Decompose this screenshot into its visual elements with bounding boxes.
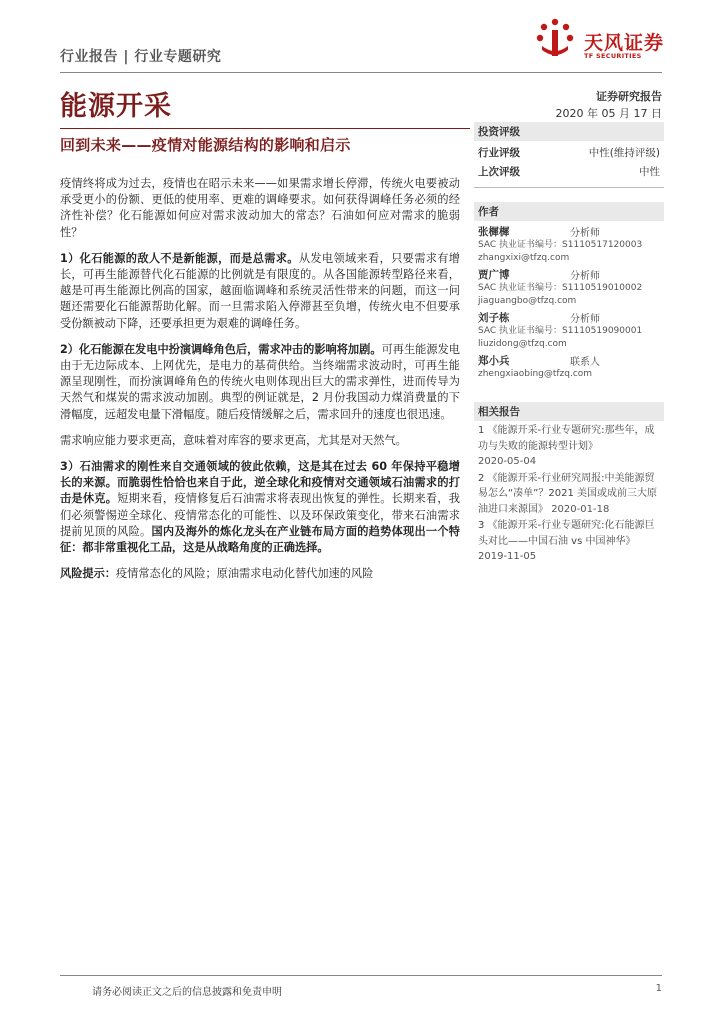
author-email[interactable]: zhengxiaobing@tfzq.com [478,369,593,379]
authors-header: 作者 [474,202,664,221]
authors-section [474,202,664,382]
author-role: 分析师 [570,271,600,282]
author-name: 刘子栋 [478,312,510,324]
risk-label: 风险提示： [60,567,116,581]
related-header: 相关报告 [474,402,664,421]
related-report-title: 1 《能源开采-行业专题研究:那些年，成功与失败的能源转型计划》 [478,425,655,452]
related-report-date: 2020-01-18 [551,503,610,515]
risk-text: 疫情常态化的风险；原油需求电动化替代加速的风险 [115,567,374,581]
rating-value: 中性(维持评级) [588,147,660,159]
risk-paragraph [60,566,460,582]
report-category: 行业报告 | 行业专题研究 [60,49,222,65]
logo-name-en: TF SECURITIES [584,52,642,60]
author-name: 郑小兵 [478,355,510,367]
page-number: 1 [655,983,662,994]
rating-section [474,122,664,188]
rating-row [474,143,664,162]
sidebar [474,122,664,565]
point-1-heading: 1）化石能源的敌人不是新能源，而是总需求。 [60,251,299,265]
author-name: 贾广博 [478,269,510,281]
related-report-link[interactable] [474,423,664,470]
author-role: 分析师 [570,228,600,239]
author-email[interactable]: liuzidong@tfzq.com [478,339,567,349]
author-name: 张樨樨 [478,226,510,238]
storage-paragraph: 需求响应能力要求更高，意味着对库容的要求更高，尤其是对天然气。 [60,433,407,447]
author-email[interactable]: jiaguangbo@tfzq.com [478,296,577,306]
report-subtitle: 回到未来——疫情对能源结构的影响和启示 [60,136,351,154]
point-2-heading: 2）化石能源在发电中扮演调峰角色后，需求冲击的影响将加剧。 [60,342,382,356]
rating-value: 中性 [639,166,660,178]
author-cert: SAC 执业证书编号：S1110519010002 [478,283,643,293]
related-report-link[interactable] [474,471,664,518]
footer-divider [60,975,662,976]
point-3-paragraph [60,459,460,556]
author-cert: SAC 执业证书编号：S1110517120003 [478,240,643,250]
author-entry [474,352,664,382]
report-date: 2020 年 05 月 17 日 [555,107,662,120]
rating-key: 行业评级 [478,147,520,159]
related-report-date: 2020-05-04 [478,456,537,467]
point-1-paragraph [60,251,460,332]
point-3-text: 短期来看，疫情修复后石油需求将表现出恢复的弹性。长期来看，我们必须警惕逆全球化、疫情常态化的可能性、以及环保政策变化，带来石油需求提前见顶的风险。 [60,492,460,538]
point-2-text: 可再生能源发电由于无边际成本、上网优先，是电力的基荷供给。当终端需求波动时，可再生能源呈现刚性，而扮演调峰角色的传统火电则体现出巨大的需求弹性，进而传导为天然气和煤炭的需求波动加剧。典型的例证就是，2 月份我国动力煤消费量的下滑幅度，远超发电量下滑幅度。随后疫情缓解之后，需求回升的速度也很迅速。 [60,342,460,421]
tf-logo-icon [532,16,578,62]
industry-title: 能源开采 [60,91,172,122]
author-role: 分析师 [570,314,600,325]
company-logo [532,16,672,64]
author-cert: SAC 执业证书编号：S1110519090001 [478,326,643,336]
rating-header: 投资评级 [474,122,664,141]
header-divider [60,72,662,73]
rating-key: 上次评级 [478,166,520,178]
rating-row [474,162,664,181]
related-report-date: 2019-11-05 [478,551,537,562]
point-3-heading: 3）石油需求的刚性来自交通领域的彼此依赖，这是其在过去 60 年保持平稳增长的来源。而脆弱性恰恰也来自于此，逆全球化和疫情对交通领域石油需求的打击是休克。 [60,460,460,506]
point-3-conclusion: 国内及海外的炼化龙头在产业链布局方面的趋势体现出一个特征：都非常重视化工品，这是从战略角度的正确选择。 [60,524,460,555]
author-role: 联系人 [570,357,600,368]
logo-name-cn: 天风证券 [584,32,665,54]
related-report-link[interactable] [474,518,664,565]
author-entry [474,223,664,266]
intro-paragraph: 疫情终将成为过去，疫情也在昭示未来——如果需求增长停滞，传统火电要被动承受更小的份额、更低的使用率、更难的调峰要求。如何获得调峰任务必须的经济性补偿？化石能源如何应对需求波动加大的常态？石油如何应对需求的脆弱性？ [60,177,460,239]
point-1-text: 从发电领域来看，只要需求有增长，可再生能源替代化石能源的比例就是有限度的。从各国能源转型路径来看，越是可再生能源比例高的国家，越面临调峰和系统灵活性带来的问题，而这一问题还需要化石能源帮助化解。而一旦需求陷入停滞甚至负增，传统火电不但要承受份额被动下降，还要承担更为艰难的调峰任务。 [60,251,460,330]
author-email[interactable]: zhangxixi@tfzq.com [478,253,570,263]
report-body [60,176,460,592]
report-type: 证券研究报告 [596,90,662,103]
related-report-title: 3 《能源开采-行业专题研究:化石能源巨头对比——中国石油 vs 中国神华》 [478,520,655,547]
author-entry [474,266,664,309]
related-report-title: 2 《能源开采-行业研究周报:中美能源贸易怎么“凑单”？2021 美国或成前三大原油进口来源国》 [478,472,657,515]
author-entry [474,309,664,352]
footer-disclaimer: 请务必阅读正文之后的信息披露和免责申明 [92,987,282,998]
point-2-paragraph [60,342,460,423]
related-reports-section [474,402,664,565]
